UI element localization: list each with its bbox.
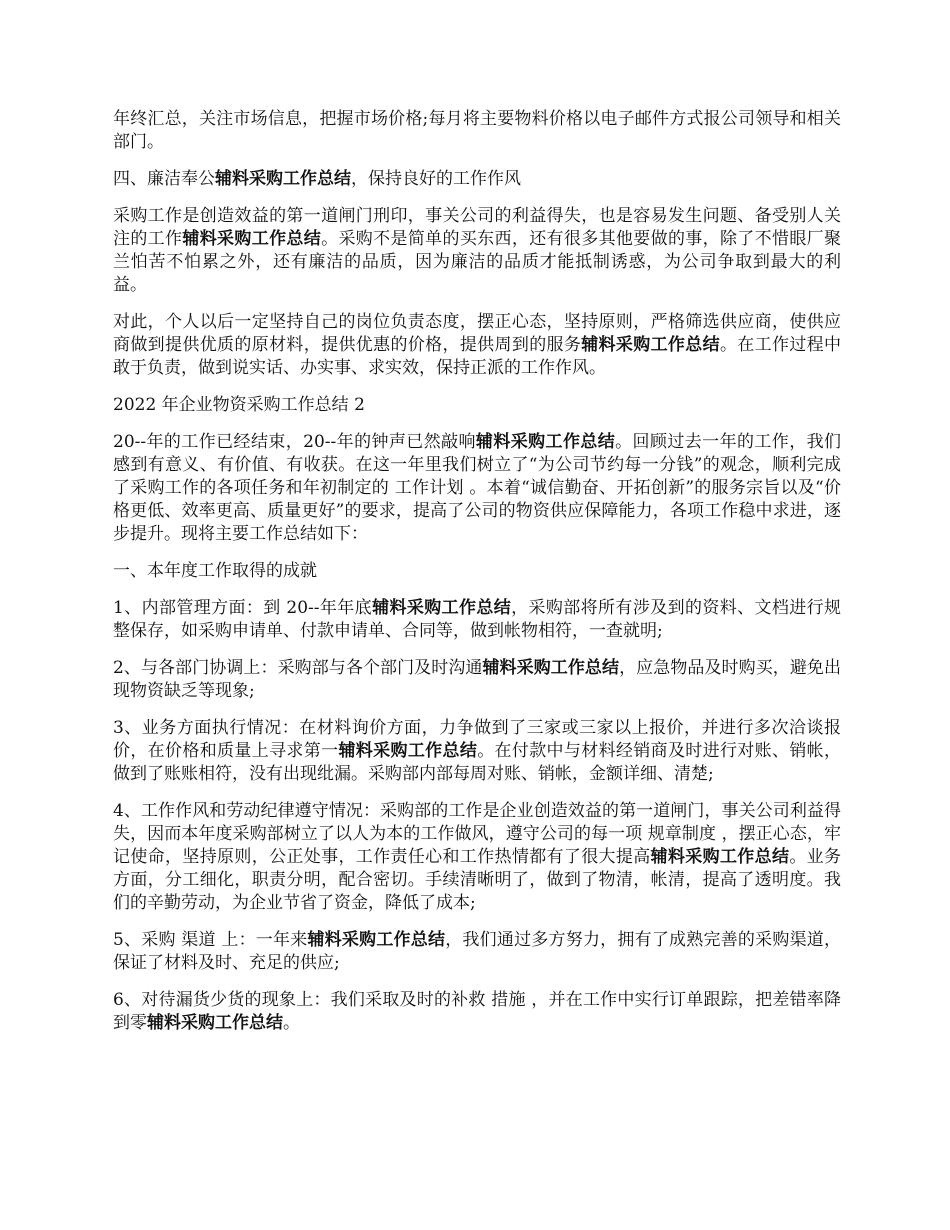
keyword-highlight: 辅料采购工作总结 <box>650 847 790 867</box>
text-run: 2、与各部门协调上：采购部与各个部门及时沟通 <box>113 658 483 678</box>
keyword-highlight: 辅料采购工作总结 <box>338 741 478 761</box>
paragraph <box>113 989 841 1035</box>
paragraph <box>113 108 841 154</box>
text-run: 5、采购 渠道 上：一年来 <box>113 930 308 950</box>
keyword-highlight: 辅料采购工作总结 <box>147 1013 283 1033</box>
text-run: 20--年的工作已经结束，20--年的钟声已然敲响 <box>113 432 476 452</box>
text-run: 。回顾过去一年的工作，我们感到有意义、有价值、有收获。在这一年里我们树立了“为公司节约每一分钱”的观念，顺利完成了采购工作的各项任务和年初制定的 工作计划 。本着“诚信勤奋、开拓创新”的服务宗旨以及“价格更低、效率更高、质量更好”的要求，提高了公司的物资供应保障能力，各项工作稳中求进，逐步提升。现将主要工作总结如下： <box>113 432 842 544</box>
text-run: 采购工作是创造效益的第一道闸门刑印，事关公司的利益得失，也是容易发生问题、备受别人关注的工作 <box>113 206 841 249</box>
paragraph <box>113 560 841 583</box>
keyword-highlight: 辅料采购工作总结 <box>581 335 720 355</box>
paragraph <box>113 168 841 191</box>
document-body <box>113 108 841 1049</box>
text-run: 3、业务方面执行情况：在材料询价方面，力争做到了三家或三家以上报价，并进行多次洽谈报价，在价格和质量上寻求第一 <box>113 718 841 761</box>
text-run: 。在工作过程中敢于负责，做到说实话、办实事、求实效，保持正派的工作作风。 <box>113 335 842 378</box>
text-run: 。 <box>283 1013 300 1033</box>
text-run: 1、内部管理方面：到 20--年年底 <box>113 598 373 618</box>
text-run: ，采购部将所有涉及到的资料、文档进行规整保存，如采购申请单、付款申请单、合同等，做到帐物相符，一查就明; <box>113 598 842 641</box>
text-run: 。采购不是简单的买东西，还有很多其他要做的事，除了不惜眼厂聚兰怕苦不怕累之外，还有廉洁的品质，因为廉洁的品质才能抵制诱惑，为公司争取到最大的利益。 <box>113 229 842 295</box>
paragraph <box>113 205 841 297</box>
paragraph <box>113 431 841 546</box>
text-run: 6、对待漏货少货的现象上：我们采取及时的补救 措施 ，并在工作中实行订单跟踪，把差错率降到零 <box>113 990 841 1033</box>
text-run: 4、工作作风和劳动纪律遵守情况：采购部的工作是企业创造效益的第一道闸门，事关公司利益得失，因而本年度采购部树立了以人为本的工作做风，遵守公司的每一项 规章制度 ，摆正心态，牢记使命，坚持原则，公正处事，工作责任心和工作热情都有了很大提高 <box>113 801 841 867</box>
paragraph <box>113 597 841 643</box>
keyword-highlight: 辅料采购工作总结 <box>307 930 446 950</box>
keyword-highlight: 辅料采购工作总结 <box>482 658 620 678</box>
text-run: 对此，个人以后一定坚持自己的岗位负责态度，摆正心态，坚持原则，严格筛选供应商，使供应商做到提供优质的原材料，提供优惠的价格，提供周到的服务 <box>113 312 841 355</box>
paragraph <box>113 657 841 703</box>
text-run: 。在付款中与材料经销商及时进行对账、销帐，做到了账账相符，没有出现纰漏。采购部内部每周对账、销帐，金额详细、清楚; <box>113 741 842 784</box>
paragraph <box>113 394 841 417</box>
text-run: ，应急物品及时购买，避免出现物资缺乏等现象; <box>113 658 841 701</box>
paragraph <box>113 311 841 380</box>
text-run: 。业务方面，分工细化，职责分明，配合密切。手续清晰明了，做到了物清，帐清，提高了透明度。我们的辛勤劳动，为企业节省了资金，降低了成本; <box>113 847 842 913</box>
keyword-highlight: 辅料采购工作总结 <box>372 598 512 618</box>
paragraph <box>113 717 841 786</box>
text-run: 2022 年企业物资采购工作总结 2 <box>113 395 365 415</box>
text-run: ，保持良好的工作作风 <box>351 169 521 189</box>
text-run: 四、廉洁奉公 <box>113 169 215 189</box>
text-run: 年终汇总，关注市场信息，把握市场价格;每月将主要物料价格以电子邮件方式报公司领导和相关部门。 <box>113 109 841 152</box>
paragraph <box>113 929 841 975</box>
text-run: 一、本年度工作取得的成就 <box>113 561 317 581</box>
keyword-highlight: 辅料采购工作总结 <box>475 432 616 452</box>
paragraph <box>113 800 841 915</box>
keyword-highlight: 辅料采购工作总结 <box>215 169 351 189</box>
keyword-highlight: 辅料采购工作总结 <box>182 229 322 249</box>
text-run: ，我们通过多方努力，拥有了成熟完善的采购渠道，保证了材料及时、充足的供应; <box>113 930 842 973</box>
